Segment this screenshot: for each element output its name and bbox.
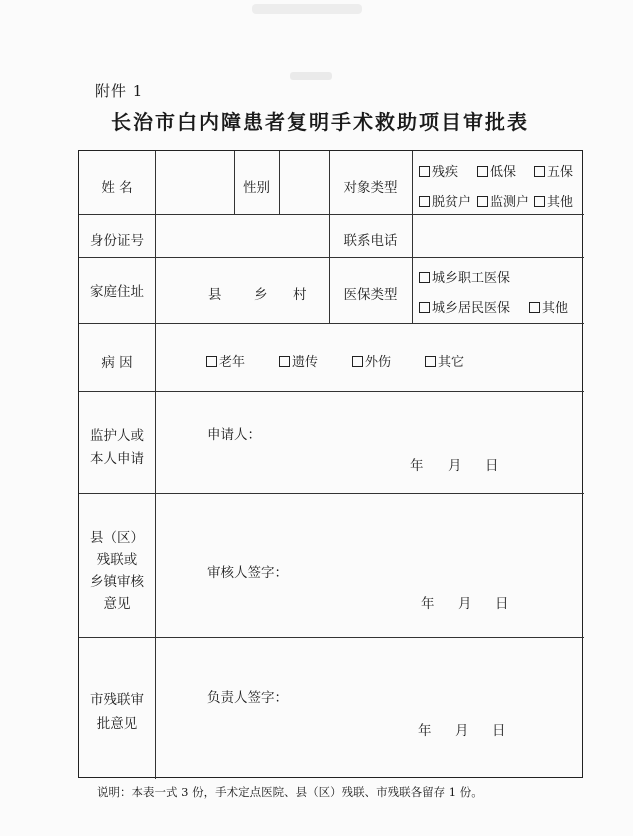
target-option[interactable]: 残疾 xyxy=(419,161,458,180)
insurance-option[interactable]: 城乡居民医保 xyxy=(419,297,510,316)
date-month: 月 xyxy=(458,596,472,612)
footnote: 说明：本表一式 3 份，手术定点医院、县（区）残联、市残联各留存 1 份。 xyxy=(97,785,483,799)
checkbox-icon[interactable] xyxy=(477,166,488,177)
checkbox-icon[interactable] xyxy=(419,166,430,177)
county-label-line1: 县（区） xyxy=(90,530,144,546)
cause-option[interactable]: 其它 xyxy=(425,351,464,370)
county-label-line3: 乡镇审核 xyxy=(90,574,144,590)
county-label-line2: 残联或 xyxy=(96,552,138,568)
target-option[interactable]: 五保 xyxy=(534,161,573,180)
insurance-option[interactable]: 其他 xyxy=(529,297,568,316)
col-divider xyxy=(155,151,156,779)
address-village: 村 xyxy=(293,287,307,303)
reviewer-signature: 审核人签字： xyxy=(207,565,288,581)
city-label-line1: 市残联审 xyxy=(90,692,144,708)
checkbox-icon[interactable] xyxy=(529,302,540,313)
form-title: 长治市白内障患者复明手术救助项目审批表 xyxy=(111,110,529,134)
cause-option[interactable]: 外伤 xyxy=(352,351,391,370)
approver-signature: 负责人签字： xyxy=(207,690,288,706)
cause-option[interactable]: 遗传 xyxy=(279,351,318,370)
checkbox-icon[interactable] xyxy=(477,196,488,207)
applicant-signature: 申请人： xyxy=(207,427,261,443)
insurance-type-label: 医保类型 xyxy=(343,287,398,303)
checkbox-icon[interactable] xyxy=(206,356,217,367)
county-label-line4: 意见 xyxy=(103,596,131,612)
checkbox-icon[interactable] xyxy=(534,196,545,207)
date-day: 日 xyxy=(492,723,506,739)
checkbox-icon[interactable] xyxy=(419,272,430,283)
name-label: 姓 名 xyxy=(101,180,133,196)
target-type-label: 对象类型 xyxy=(343,180,398,196)
col-divider xyxy=(279,151,280,214)
guardian-label-line1: 监护人或 xyxy=(90,428,144,444)
checkbox-icon[interactable] xyxy=(279,356,290,367)
date-year: 年 xyxy=(410,458,424,474)
checkbox-icon[interactable] xyxy=(352,356,363,367)
scan-smudge xyxy=(290,72,332,80)
date-year: 年 xyxy=(421,596,435,612)
date-day: 日 xyxy=(485,458,499,474)
target-option[interactable]: 其他 xyxy=(534,191,573,210)
guardian-label-line2: 本人申请 xyxy=(90,451,144,467)
target-option[interactable]: 脱贫户 xyxy=(419,191,471,210)
checkbox-icon[interactable] xyxy=(419,196,430,207)
approval-form-table xyxy=(78,150,583,778)
target-option[interactable]: 低保 xyxy=(477,161,516,180)
date-month: 月 xyxy=(455,723,469,739)
scan-smudge xyxy=(252,4,362,14)
attachment-label: 附件 1 xyxy=(95,82,144,100)
checkbox-icon[interactable] xyxy=(534,166,545,177)
address-county: 县 xyxy=(208,287,222,303)
date-month: 月 xyxy=(448,458,462,474)
address-township: 乡 xyxy=(254,287,268,303)
id-number-label: 身份证号 xyxy=(90,233,144,249)
checkbox-icon[interactable] xyxy=(425,356,436,367)
checkbox-icon[interactable] xyxy=(419,302,430,313)
target-option[interactable]: 监测户 xyxy=(477,191,529,210)
col-divider xyxy=(412,151,413,323)
gender-label: 性别 xyxy=(243,180,270,196)
date-day: 日 xyxy=(495,596,509,612)
insurance-option[interactable]: 城乡职工医保 xyxy=(419,267,510,286)
date-year: 年 xyxy=(418,723,432,739)
phone-label: 联系电话 xyxy=(343,233,398,249)
address-label: 家庭住址 xyxy=(90,284,144,300)
city-label-line2: 批意见 xyxy=(96,716,138,732)
cause-option[interactable]: 老年 xyxy=(206,351,245,370)
cause-label: 病 因 xyxy=(101,355,133,371)
